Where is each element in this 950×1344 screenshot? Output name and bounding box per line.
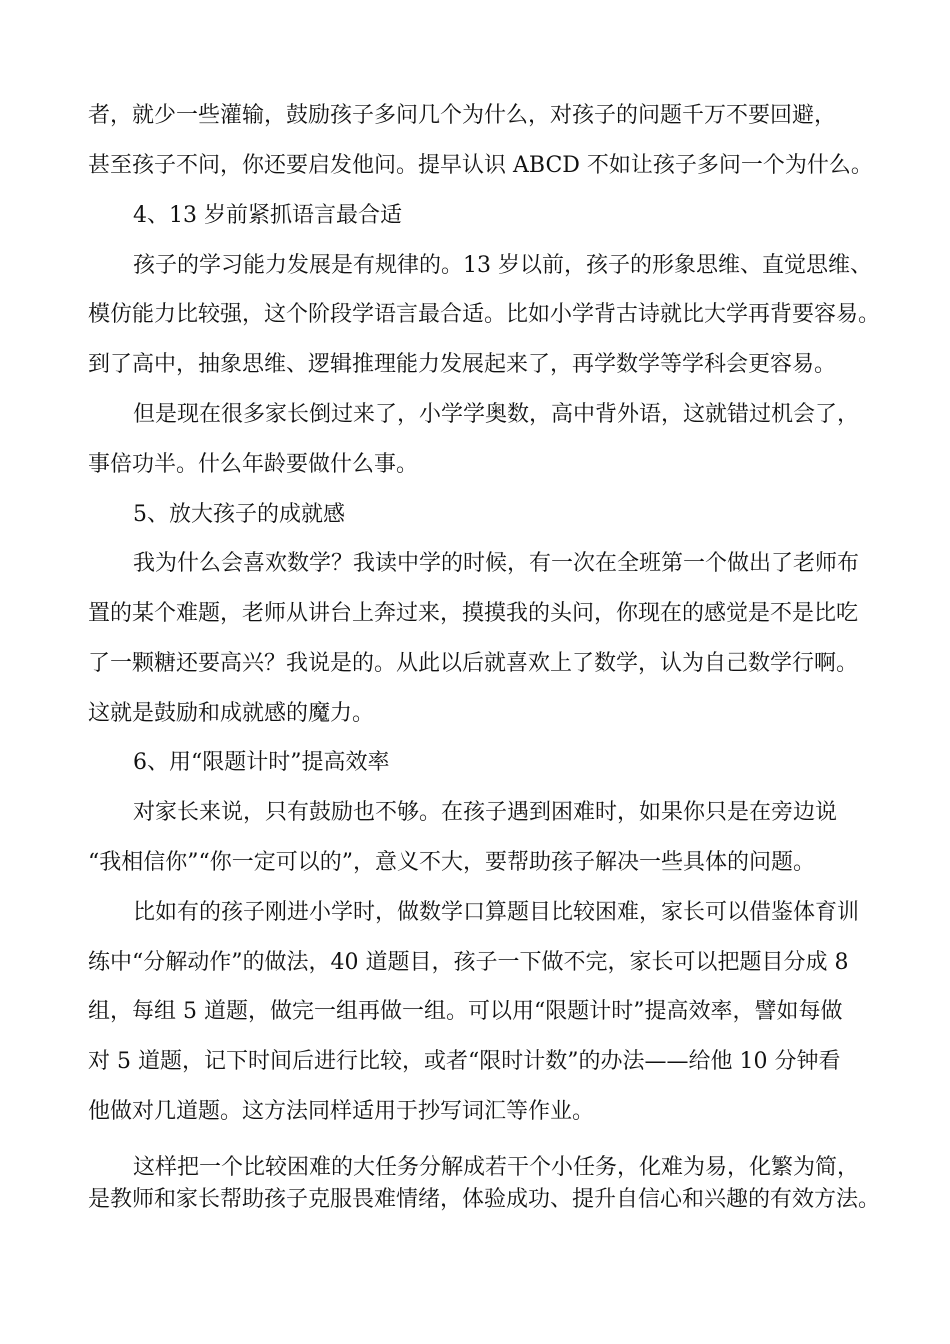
paragraph-line: 这就是鼓励和成就感的魔力。 [88, 701, 375, 726]
paragraph-line: 到了高中，抽象思维、逻辑推理能力发展起来了，再学数学等学科会更容易。 [88, 352, 837, 377]
paragraph-line: 组，每组 5 道题，做完一组再做一组。可以用“限题计时”提高效率，譬如每做 [88, 999, 843, 1024]
paragraph-line: 了一颗糖还要高兴？我说是的。从此以后就喜欢上了数学，认为自己数学行啊。 [88, 651, 859, 676]
paragraph-line: 者，就少一些灌输，鼓励孩子多问几个为什么，对孩子的问题千万不要回避， [88, 103, 837, 128]
paragraph-line: 事倍功半。什么年龄要做什么事。 [88, 452, 419, 477]
paragraph-line: 置的某个难题，老师从讲台上奔过来，摸摸我的头问，你现在的感觉是不是比吃 [88, 601, 859, 626]
paragraph-line: 甚至孩子不问，你还要启发他问。提早认识 ABCD 不如让孩子多问一个为什么。 [88, 153, 873, 178]
paragraph-line: 我为什么会喜欢数学？我读中学的时候，有一次在全班第一个做出了老师布 [133, 551, 860, 576]
paragraph-line: 练中“分解动作”的做法，40 道题目，孩子一下做不完，家长可以把题目分成 8 [88, 950, 849, 975]
section-heading: 6、用“限题计时”提高效率 [133, 750, 390, 775]
section-heading: 5、放大孩子的成就感 [133, 502, 345, 527]
paragraph-line: 孩子的学习能力发展是有规律的。13 岁以前，孩子的形象思维、直觉思维、 [133, 253, 872, 278]
paragraph-line: 对 5 道题，记下时间后进行比较，或者“限时计数”的办法——给他 10 分钟看 [88, 1049, 841, 1074]
paragraph-line: 比如有的孩子刚进小学时，做数学口算题目比较困难，家长可以借鉴体育训 [133, 900, 860, 925]
paragraph-line: 这样把一个比较困难的大任务分解成若干个小任务，化难为易，化繁为简， [133, 1155, 860, 1180]
paragraph-line: “我相信你”“你一定可以的”，意义不大，要帮助孩子解决一些具体的问题。 [88, 850, 815, 875]
paragraph-line: 但是现在很多家长倒过来了，小学学奥数，高中背外语，这就错过机会了， [133, 402, 860, 427]
paragraph-line: 对家长来说，只有鼓励也不够。在孩子遇到困难时，如果你只是在旁边说 [133, 800, 838, 825]
section-heading: 4、13 岁前紧抓语言最合适 [133, 203, 402, 228]
paragraph-line: 他做对几道题。这方法同样适用于抄写词汇等作业。 [88, 1099, 595, 1124]
paragraph-line: 是教师和家长帮助孩子克服畏难情绪，体验成功、提升自信心和兴趣的有效方法。 [88, 1187, 881, 1212]
paragraph-line: 模仿能力比较强，这个阶段学语言最合适。比如小学背古诗就比大学再背要容易。 [88, 302, 881, 327]
